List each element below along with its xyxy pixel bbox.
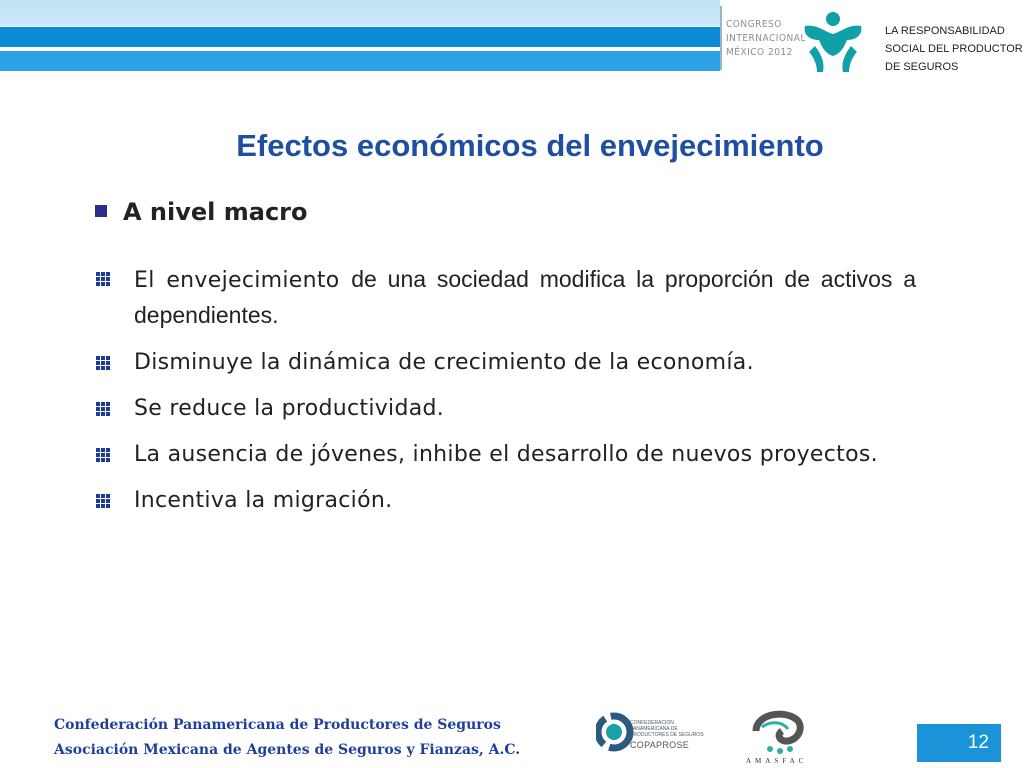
- grid-bullet-icon: [96, 402, 111, 417]
- footer-line-1: Confederación Panamericana de Productores de Seguros: [54, 717, 501, 733]
- header-stripe-gap: [0, 47, 720, 50]
- grid-bullet-icon: [96, 356, 111, 371]
- bullet-list: [96, 262, 916, 530]
- list-item: [96, 346, 916, 380]
- slide-title: Efectos económicos del envejecimiento: [236, 128, 824, 163]
- copaprose-name: COPAPROSE: [630, 740, 690, 750]
- congreso-line-3: MÉXICO 2012: [726, 47, 793, 58]
- list-item: [96, 484, 916, 518]
- bullet-text: La ausencia de jóvenes, inhibe el desarrollo de nuevos proyectos.: [134, 442, 878, 467]
- header-stripe-top: [0, 0, 720, 26]
- grid-bullet-icon: [96, 272, 111, 287]
- responsabilidad-line-1: LA RESPONSABILIDAD: [885, 25, 1005, 37]
- slide-subtitle: [95, 198, 308, 226]
- congreso-line-1: CONGRESO: [726, 19, 782, 30]
- grid-bullet-icon: [96, 448, 111, 463]
- page-number: 12: [917, 724, 1001, 762]
- responsabilidad-line-3: DE SEGUROS: [885, 61, 959, 73]
- header-divider: [720, 6, 722, 70]
- subtitle-text: A nivel macro: [123, 198, 308, 226]
- header-stripe-light: [0, 51, 720, 71]
- bullet-text: Incentiva la migración.: [134, 488, 393, 513]
- copaprose-subtitle: CONFEDERACION PANAMERICANA DE PRODUCTORES DE SEGUROS: [630, 720, 704, 738]
- list-item: [96, 392, 916, 426]
- responsabilidad-line-2: SOCIAL DEL PRODUCTOR: [885, 43, 1023, 55]
- congreso-label: [726, 18, 806, 60]
- congreso-line-2: INTERNACIONAL: [726, 33, 806, 44]
- header-stripe-dark: [0, 27, 720, 47]
- bullet-text-b: de una sociedad modifica la proporción de activos a dependientes.: [134, 266, 916, 328]
- grid-bullet-icon: [96, 494, 111, 509]
- amasfac-logo-icon: [742, 705, 814, 765]
- list-item: [96, 262, 916, 334]
- bullet-text: Se reduce la productividad.: [134, 396, 445, 421]
- square-bullet-icon: [95, 205, 107, 217]
- bullet-text: Disminuye la dinámica de crecimiento de la economía.: [134, 350, 754, 375]
- copaprose-text: [630, 720, 710, 750]
- responsabilidad-label: [885, 22, 1023, 76]
- footer-organizations: [54, 713, 520, 763]
- congress-emblem-icon: [795, 10, 871, 76]
- amasfac-label: AMASFAC: [746, 757, 808, 765]
- list-item: [96, 438, 916, 472]
- bullet-text-a: El envejecimiento: [134, 268, 352, 293]
- footer-line-2: Asociación Mexicana de Agentes de Seguros y Fianzas, A.C.: [54, 742, 521, 758]
